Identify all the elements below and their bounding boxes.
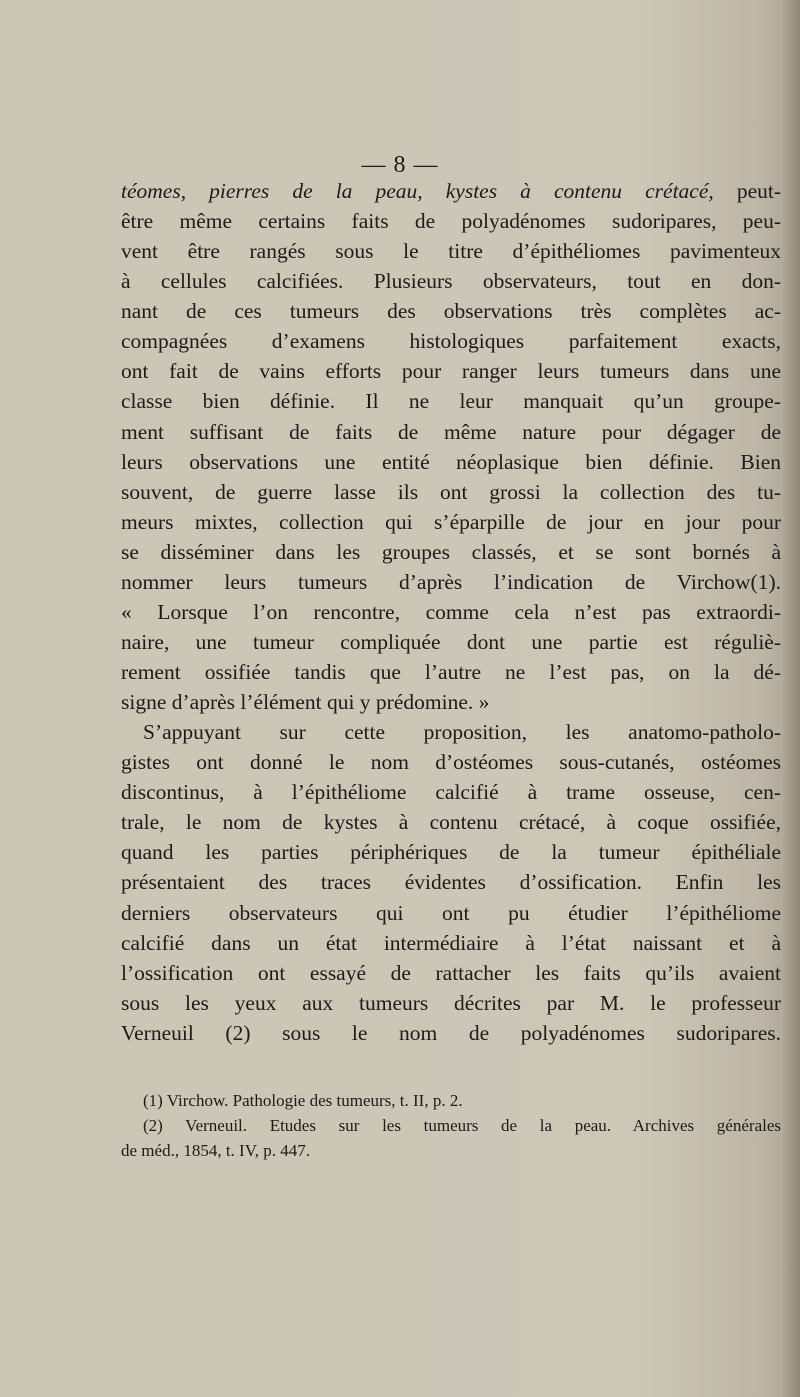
text-line: souvent, de guerre lasse ils ont grossi la collection des tu- xyxy=(121,479,781,504)
text-line: meurs mixtes, collection qui s’éparpille de jour en jour pour xyxy=(121,509,781,534)
text-line: compagnées d’examens histologiques parfaitement exacts, xyxy=(121,329,781,354)
italic-term: pierres de la peau, xyxy=(209,179,423,203)
text-line: signe d’après l’élément qui y prédomine. » xyxy=(121,690,490,715)
text-line: derniers observateurs qui ont pu étudier l’épithéliome xyxy=(121,900,781,925)
text-line: être même certains faits de polyadénomes sudoripares, peu- xyxy=(121,209,781,234)
text-line: se disséminer dans les groupes classés, et se sont bornés à xyxy=(121,539,781,564)
text-line: vent être rangés sous le titre d’épithéliomes pavimenteux xyxy=(121,239,781,264)
text-line: rement ossifiée tandis que l’autre ne l’est pas, on la dé- xyxy=(121,660,781,684)
footnote-2: (2) Verneuil. Etudes sur les tumeurs de la peau. Archives générales xyxy=(143,1116,781,1135)
text-line: « Lorsque l’on rencontre, comme cela n’est pas extraordi- xyxy=(121,599,781,624)
text-line: trale, le nom de kystes à contenu crétacé, à coque ossifiée, xyxy=(121,810,781,835)
text-line: Verneuil (2) sous le nom de polyadénomes sudoripares. xyxy=(121,1020,781,1045)
text-line: à cellules calcifiées. Plusieurs observateurs, tout en don- xyxy=(121,269,781,294)
body-text xyxy=(121,176,781,1048)
footnotes xyxy=(121,1088,781,1163)
text-line: leurs observations une entité néoplasique bien définie. Bien xyxy=(121,449,781,474)
text-line: gistes ont donné le nom d’ostéomes sous-cutanés, ostéomes xyxy=(121,750,781,775)
page-edge-shadow xyxy=(782,0,800,1397)
text-line: l’ossification ont essayé de rattacher les faits qu’ils avaient xyxy=(121,960,781,985)
footnote-2-continued: de méd., 1854, t. IV, p. 447. xyxy=(121,1141,311,1160)
text-line: présentaient des traces évidentes d’ossification. Enfin les xyxy=(121,870,781,895)
text-line xyxy=(121,176,781,206)
italic-term: kystes à contenu crétacé, xyxy=(445,179,714,203)
text-line: S’appuyant sur cette proposition, les anatomo-patholo- xyxy=(143,720,781,745)
text-line: naire, une tumeur compliquée dont une partie est réguliè- xyxy=(121,629,781,654)
text-line: nant de ces tumeurs des observations très complètes ac- xyxy=(121,299,781,324)
text-line: ment suffisant de faits de même nature pour dégager de xyxy=(121,419,781,444)
footnote-1: (1) Virchow. Pathologie des tumeurs, t. II, p. 2. xyxy=(143,1091,463,1110)
text-line: classe bien définie. Il ne leur manquait qu’un groupe- xyxy=(121,389,781,414)
text-line: quand les parties périphériques de la tumeur épithéliale xyxy=(121,840,781,865)
page-number: — 8 — xyxy=(361,152,439,178)
text-line: calcifié dans un état intermédiaire à l’état naissant et à xyxy=(121,930,781,955)
italic-term: téomes, xyxy=(121,179,187,203)
text-line: nommer leurs tumeurs d’après l’indication de Virchow(1). xyxy=(121,569,781,594)
text-fragment: peut- xyxy=(736,179,782,203)
text-line: discontinus, à l’épithéliome calcifié à trame osseuse, cen- xyxy=(121,780,781,805)
text-line: ont fait de vains efforts pour ranger leurs tumeurs dans une xyxy=(121,359,781,384)
text-line: sous les yeux aux tumeurs décrites par M. le professeur xyxy=(121,990,781,1015)
